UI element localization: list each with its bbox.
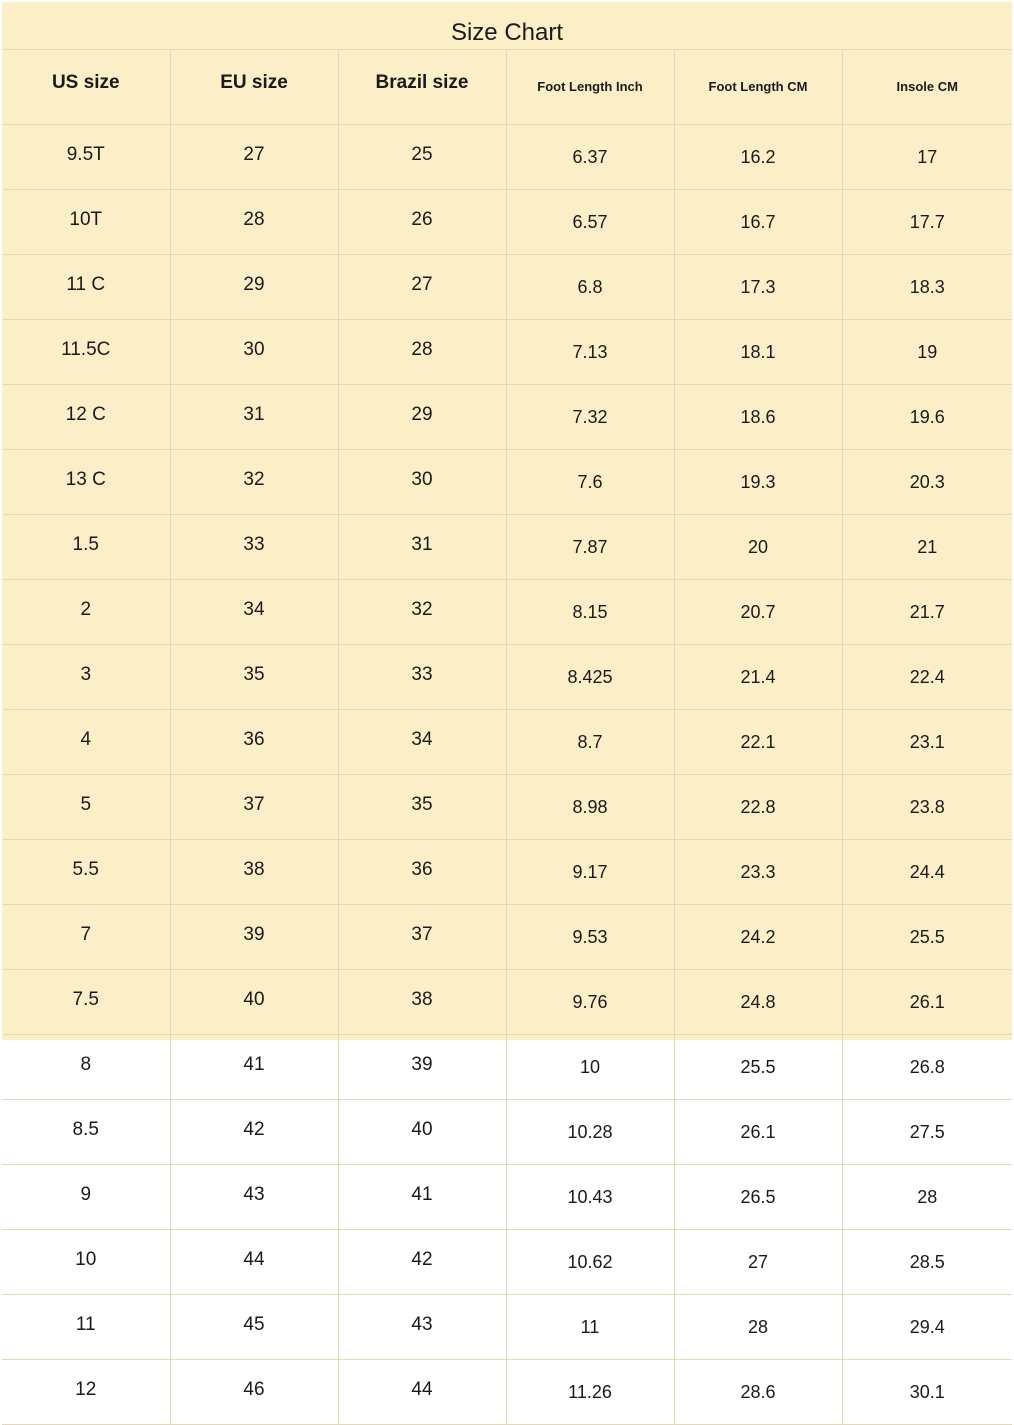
insole-cm-cell: 28	[842, 1165, 1012, 1230]
brazil-size-cell: 38	[338, 970, 506, 1035]
foot-length-cm-cell: 22.8	[674, 775, 842, 840]
brazil-size-cell: 26	[338, 190, 506, 255]
foot-length-cm-cell: 25.5	[674, 1035, 842, 1100]
us-size-cell: 13 C	[2, 450, 170, 515]
brazil-size-cell: 32	[338, 580, 506, 645]
table-row	[2, 190, 1012, 255]
table-row	[2, 255, 1012, 320]
brazil-size-cell: 40	[338, 1100, 506, 1165]
us-size-cell: 8	[2, 1035, 170, 1100]
eu-size-cell: 33	[170, 515, 338, 580]
foot-length-cm-cell: 27	[674, 1230, 842, 1295]
table-row	[2, 1295, 1012, 1360]
us-size-cell: 5.5	[2, 840, 170, 905]
us-size-cell: 10	[2, 1230, 170, 1295]
header-eu-size: EU size	[170, 50, 338, 125]
us-size-cell: 9.5T	[2, 125, 170, 190]
eu-size-cell: 31	[170, 385, 338, 450]
insole-cm-cell: 29.4	[842, 1295, 1012, 1360]
eu-size-cell: 36	[170, 710, 338, 775]
foot-length-inch-cell: 10.28	[506, 1100, 674, 1165]
foot-length-inch-cell: 9.17	[506, 840, 674, 905]
foot-length-inch-cell: 7.87	[506, 515, 674, 580]
insole-cm-cell: 30.1	[842, 1360, 1012, 1425]
foot-length-cm-cell: 26.1	[674, 1100, 842, 1165]
header-brazil-size: Brazil size	[338, 50, 506, 125]
us-size-cell: 7	[2, 905, 170, 970]
table-row	[2, 450, 1012, 515]
insole-cm-cell: 26.1	[842, 970, 1012, 1035]
foot-length-cm-cell: 28	[674, 1295, 842, 1360]
insole-cm-cell: 21	[842, 515, 1012, 580]
insole-cm-cell: 28.5	[842, 1230, 1012, 1295]
us-size-cell: 12	[2, 1360, 170, 1425]
eu-size-cell: 44	[170, 1230, 338, 1295]
eu-size-cell: 30	[170, 320, 338, 385]
eu-size-cell: 37	[170, 775, 338, 840]
eu-size-cell: 28	[170, 190, 338, 255]
brazil-size-cell: 29	[338, 385, 506, 450]
foot-length-cm-cell: 24.8	[674, 970, 842, 1035]
foot-length-inch-cell: 11.26	[506, 1360, 674, 1425]
foot-length-inch-cell: 10.62	[506, 1230, 674, 1295]
chart-title: Size Chart	[2, 2, 1012, 50]
insole-cm-cell: 26.8	[842, 1035, 1012, 1100]
us-size-cell: 9	[2, 1165, 170, 1230]
table-row	[2, 775, 1012, 840]
header-foot-length-inch: Foot Length Inch	[506, 50, 674, 125]
us-size-cell: 2	[2, 580, 170, 645]
foot-length-inch-cell: 8.15	[506, 580, 674, 645]
header-row	[2, 50, 1012, 125]
foot-length-cm-cell: 23.3	[674, 840, 842, 905]
table-row	[2, 1165, 1012, 1230]
us-size-cell: 3	[2, 645, 170, 710]
brazil-size-cell: 43	[338, 1295, 506, 1360]
brazil-size-cell: 37	[338, 905, 506, 970]
foot-length-inch-cell: 8.425	[506, 645, 674, 710]
insole-cm-cell: 23.8	[842, 775, 1012, 840]
us-size-cell: 1.5	[2, 515, 170, 580]
foot-length-cm-cell: 17.3	[674, 255, 842, 320]
foot-length-cm-cell: 20	[674, 515, 842, 580]
insole-cm-cell: 22.4	[842, 645, 1012, 710]
eu-size-cell: 34	[170, 580, 338, 645]
table-row	[2, 905, 1012, 970]
eu-size-cell: 29	[170, 255, 338, 320]
us-size-cell: 10T	[2, 190, 170, 255]
foot-length-inch-cell: 6.8	[506, 255, 674, 320]
size-chart-body	[2, 125, 1012, 1425]
header-us-size: US size	[2, 50, 170, 125]
brazil-size-cell: 42	[338, 1230, 506, 1295]
foot-length-cm-cell: 20.7	[674, 580, 842, 645]
us-size-cell: 11.5C	[2, 320, 170, 385]
table-row	[2, 710, 1012, 775]
size-chart-sheet	[2, 2, 1012, 1402]
table-row	[2, 515, 1012, 580]
table-row	[2, 1360, 1012, 1425]
brazil-size-cell: 35	[338, 775, 506, 840]
insole-cm-cell: 24.4	[842, 840, 1012, 905]
foot-length-cm-cell: 18.1	[674, 320, 842, 385]
foot-length-cm-cell: 24.2	[674, 905, 842, 970]
table-row	[2, 840, 1012, 905]
brazil-size-cell: 33	[338, 645, 506, 710]
brazil-size-cell: 39	[338, 1035, 506, 1100]
foot-length-inch-cell: 7.32	[506, 385, 674, 450]
foot-length-inch-cell: 9.76	[506, 970, 674, 1035]
foot-length-cm-cell: 19.3	[674, 450, 842, 515]
eu-size-cell: 45	[170, 1295, 338, 1360]
brazil-size-cell: 44	[338, 1360, 506, 1425]
brazil-size-cell: 36	[338, 840, 506, 905]
foot-length-cm-cell: 16.2	[674, 125, 842, 190]
insole-cm-cell: 19	[842, 320, 1012, 385]
brazil-size-cell: 30	[338, 450, 506, 515]
foot-length-cm-cell: 26.5	[674, 1165, 842, 1230]
eu-size-cell: 32	[170, 450, 338, 515]
size-chart-table	[2, 50, 1012, 1425]
eu-size-cell: 43	[170, 1165, 338, 1230]
insole-cm-cell: 21.7	[842, 580, 1012, 645]
foot-length-inch-cell: 10.43	[506, 1165, 674, 1230]
eu-size-cell: 40	[170, 970, 338, 1035]
foot-length-cm-cell: 22.1	[674, 710, 842, 775]
brazil-size-cell: 28	[338, 320, 506, 385]
foot-length-inch-cell: 11	[506, 1295, 674, 1360]
foot-length-inch-cell: 6.37	[506, 125, 674, 190]
eu-size-cell: 35	[170, 645, 338, 710]
us-size-cell: 12 C	[2, 385, 170, 450]
insole-cm-cell: 20.3	[842, 450, 1012, 515]
brazil-size-cell: 31	[338, 515, 506, 580]
table-row	[2, 970, 1012, 1035]
foot-length-inch-cell: 8.98	[506, 775, 674, 840]
table-row	[2, 320, 1012, 385]
foot-length-inch-cell: 8.7	[506, 710, 674, 775]
foot-length-cm-cell: 28.6	[674, 1360, 842, 1425]
insole-cm-cell: 17	[842, 125, 1012, 190]
table-row	[2, 125, 1012, 190]
foot-length-inch-cell: 7.6	[506, 450, 674, 515]
insole-cm-cell: 19.6	[842, 385, 1012, 450]
table-row	[2, 1230, 1012, 1295]
brazil-size-cell: 41	[338, 1165, 506, 1230]
insole-cm-cell: 18.3	[842, 255, 1012, 320]
insole-cm-cell: 17.7	[842, 190, 1012, 255]
insole-cm-cell: 27.5	[842, 1100, 1012, 1165]
us-size-cell: 11 C	[2, 255, 170, 320]
header-foot-length-cm: Foot Length CM	[674, 50, 842, 125]
table-row	[2, 1035, 1012, 1100]
us-size-cell: 11	[2, 1295, 170, 1360]
table-row	[2, 580, 1012, 645]
table-row	[2, 1100, 1012, 1165]
eu-size-cell: 41	[170, 1035, 338, 1100]
eu-size-cell: 38	[170, 840, 338, 905]
insole-cm-cell: 25.5	[842, 905, 1012, 970]
eu-size-cell: 42	[170, 1100, 338, 1165]
foot-length-cm-cell: 21.4	[674, 645, 842, 710]
eu-size-cell: 39	[170, 905, 338, 970]
header-insole-cm: Insole CM	[842, 50, 1012, 125]
brazil-size-cell: 25	[338, 125, 506, 190]
foot-length-inch-cell: 9.53	[506, 905, 674, 970]
brazil-size-cell: 34	[338, 710, 506, 775]
brazil-size-cell: 27	[338, 255, 506, 320]
us-size-cell: 5	[2, 775, 170, 840]
eu-size-cell: 27	[170, 125, 338, 190]
us-size-cell: 7.5	[2, 970, 170, 1035]
foot-length-inch-cell: 7.13	[506, 320, 674, 385]
foot-length-cm-cell: 18.6	[674, 385, 842, 450]
table-row	[2, 645, 1012, 710]
foot-length-cm-cell: 16.7	[674, 190, 842, 255]
eu-size-cell: 46	[170, 1360, 338, 1425]
us-size-cell: 8.5	[2, 1100, 170, 1165]
table-row	[2, 385, 1012, 450]
foot-length-inch-cell: 10	[506, 1035, 674, 1100]
us-size-cell: 4	[2, 710, 170, 775]
insole-cm-cell: 23.1	[842, 710, 1012, 775]
foot-length-inch-cell: 6.57	[506, 190, 674, 255]
